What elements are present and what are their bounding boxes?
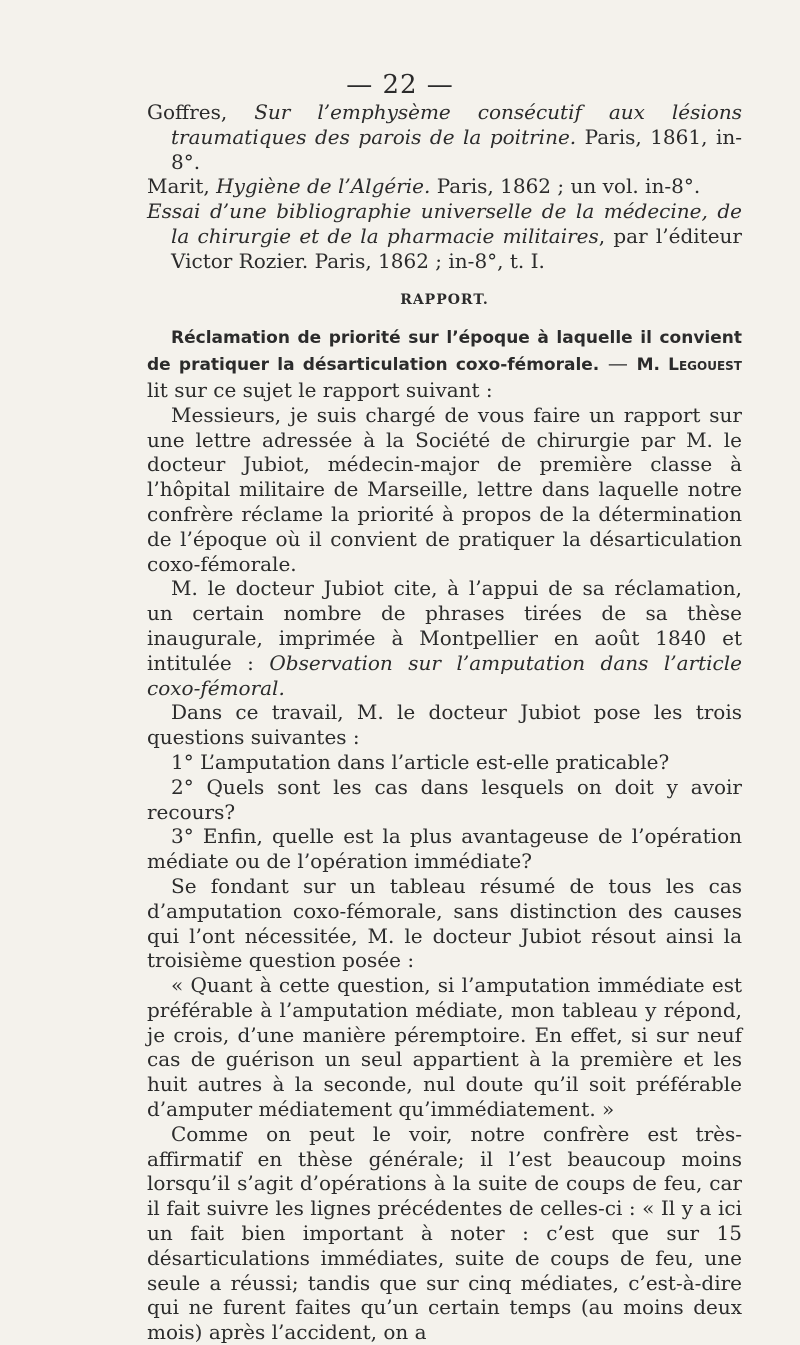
paragraph-3: Dans ce travail, M. le docteur Jubiot pose les trois questions suivantes : bbox=[147, 700, 742, 750]
quote-paragraph: « Quant à cette question, si l’amputation immédiate est préférable à l’amputation médiate, mon tableau y répond, je crois, d’une manière péremptoire. En effet, si sur neuf cas de guérison un seul appartient à la première et les huit autres à la seconde, nul doute qu’il soit préférable d’amputer médiatement qu’immédiatement. » bbox=[147, 973, 742, 1122]
section-heading: RAPPORT. bbox=[400, 291, 489, 308]
page-number: — 22 — bbox=[346, 70, 454, 100]
paragraph-6: Comme on peut le voir, notre confrère est très-affirmatif en thèse générale; il l’est beaucoup moins lorsqu’il s’agit d’opérations à la suite de coups de feu, car il fait suivre les lignes précédentes de celles-ci : « Il y a ici un fait bien important à noter : c’est que sur 15 désarticulations immédiates, suite de coups de feu, une seule a réussi; tandis que sur cinq médiates, c’est-à-dire qui ne furent faites qu’un certain temps (au moins deux mois) après l’accident, on a bbox=[147, 1121, 742, 1345]
question-3: 3° Enfin, quelle est la plus avantageuse de l’opération médiate ou de l’opération immédiate? bbox=[147, 824, 742, 874]
bib-entry-goffres: Goffres, Sur l’emphysème consécutif aux lésions traumatiques des parois de la poitrine. Paris, 1861, in-8°. bbox=[147, 100, 742, 174]
bib-entry-marit: Marit, Hygiène de l’Algérie. Paris, 1862 ; un vol. in-8°. bbox=[147, 174, 701, 199]
question-1: 1° L’amputation dans l’article est-elle praticable? bbox=[171, 749, 670, 774]
paragraph-4: Se fondant sur un tableau résumé de tous les cas d’amputation coxo-fémorale, sans distinction des causes qui l’ont nécessitée, M. le docteur Jubiot résout ainsi la troisième question posée : bbox=[147, 873, 742, 973]
bib-entry-essai: Essai d’une bibliographie universelle de la médecine, de la chirurgie et de la pharmacie militaires, par l’éditeur Victor Rozier. Paris, 1862 ; in-8°, t. I. bbox=[147, 199, 742, 273]
body-text bbox=[147, 100, 742, 1345]
paragraph-2: M. le docteur Jubiot cite, à l’appui de sa réclamation, un certain nombre de phrases tirées de sa thèse inaugurale, imprimée à Montpellier en août 1840 et intitulée : Observation sur l’amputation dans l’article coxo-fémoral. bbox=[147, 576, 742, 700]
question-2: 2° Quels sont les cas dans lesquels on doit y avoir recours? bbox=[147, 774, 742, 824]
paragraph-1: Messieurs, je suis chargé de vous faire un rapport sur une lettre adressée à la Société de chirurgie par M. le docteur Jubiot, médecin-major de première classe à l’hôpital militaire de Marseille, lettre dans laquelle notre confrère réclame la priorité à propos de la détermination de l’époque où il convient de pratiquer la désarticulation coxo-fémorale. bbox=[147, 402, 742, 576]
claim-paragraph: Réclamation de priorité sur l’époque à laquelle il convient de pratiquer la désarticulation coxo-fémorale. — M. Legouest lit sur ce sujet le rapport suivant : bbox=[147, 328, 742, 402]
